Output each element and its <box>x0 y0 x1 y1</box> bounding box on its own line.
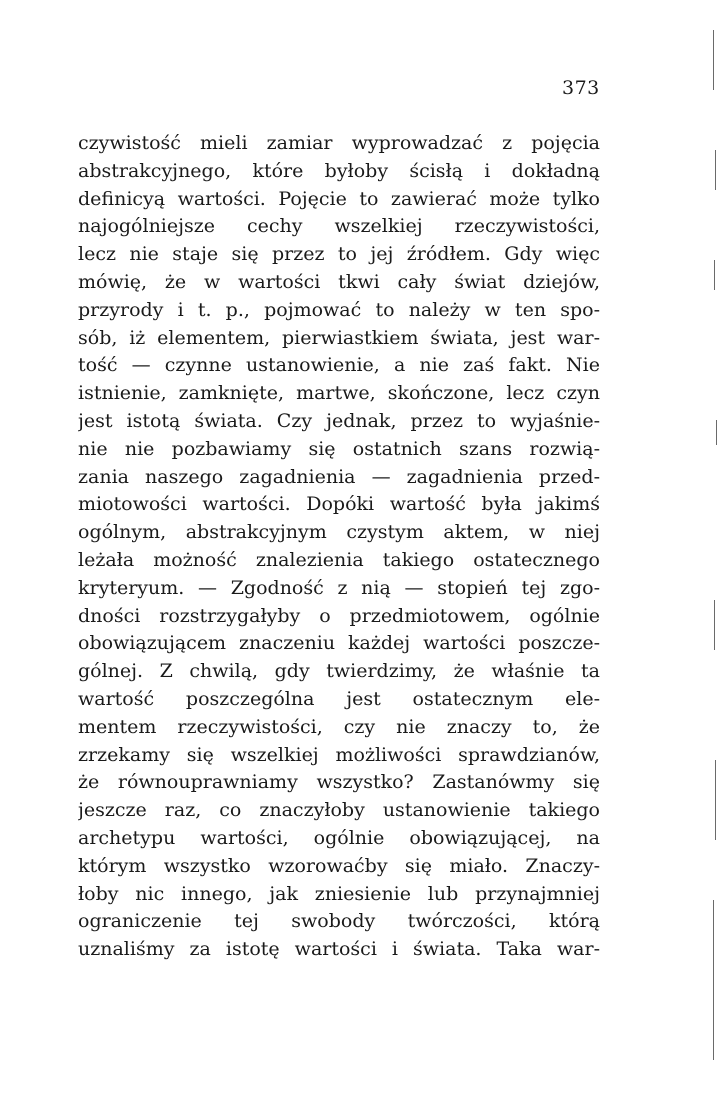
text-line: nie nie pozbawiamy się ostatnich szans rozwią- <box>78 437 600 460</box>
text-line: abstrakcyjnego, które byłoby ścisłą i dokładną <box>78 159 600 182</box>
text-line: mówię, że w wartości tkwi cały świat dziejów, <box>78 270 600 293</box>
text-line: ograniczenie tej swobody twórczości, którą <box>78 910 600 933</box>
text-line: ogólnym, abstrakcyjnym czystym aktem, w niej <box>78 521 600 544</box>
text-line: najogólniejsze cechy wszelkiej rzeczywistości, <box>78 215 600 238</box>
text-line: którym wszystko wzorowaćby się miało. Znaczy- <box>78 854 600 877</box>
text-line: uznaliśmy za istotę wartości i świata. Taka war- <box>78 938 600 961</box>
text-line: tość — czynne ustanowienie, a nie zaś fakt. Nie <box>78 354 600 377</box>
text-line: czywistość mieli zamiar wyprowadzać z pojęcia <box>78 132 600 154</box>
text-line: gólnej. Z chwilą, gdy twierdzimy, że właśnie ta <box>78 660 600 683</box>
text-line: zania naszego zagadnienia — zagadnienia przed- <box>78 465 600 488</box>
text-line: mentem rzeczywistości, czy nie znaczy to, że <box>78 715 600 738</box>
text-line: obowiązującem znaczeniu każdej wartości poszcze- <box>78 632 600 655</box>
text-line: wartość poszczególna jest ostatecznym ele- <box>78 687 600 710</box>
text-line: definicyą wartości. Pojęcie to zawierać może tylko <box>78 187 600 210</box>
text-line: lecz nie staje się przez to jej źródłem. Gdy więc <box>78 243 600 266</box>
text-line: leżała możność znalezienia takiego ostatecznego <box>78 548 600 571</box>
text-line: jeszcze raz, co znaczyłoby ustanowienie takiego <box>78 799 600 822</box>
text-line: zrzekamy się wszelkiej możliwości sprawdzianów, <box>78 743 600 766</box>
text-line: sób, iż elementem, pierwiastkiem świata, jest war- <box>78 326 600 349</box>
body-text <box>78 130 600 964</box>
text-line: jest istotą świata. Czy jednak, przez to wyjaśnie- <box>78 409 600 432</box>
text-line: istnienie, zamknięte, martwe, skończone, lecz czyn <box>78 382 600 405</box>
text-line: archetypu wartości, ogólnie obowiązującej, na <box>78 826 600 849</box>
text-line: przyrody i t. p., pojmować to należy w ten spo- <box>78 298 600 321</box>
text-line: dności rozstrzygałyby o przedmiotowem, ogólnie <box>78 604 600 627</box>
page-number: 373 <box>562 77 600 99</box>
text-line: kryteryum. — Zgodność z nią — stopień tej zgo- <box>78 576 600 599</box>
scan-edge-marks <box>706 0 720 1093</box>
text-line: łoby nic innego, jak zniesienie lub przynajmniej <box>78 882 600 905</box>
text-line: że równouprawniamy wszystko? Zastanówmy się <box>78 771 600 794</box>
text-line: miotowości wartości. Dopóki wartość była jakimś <box>78 493 600 516</box>
